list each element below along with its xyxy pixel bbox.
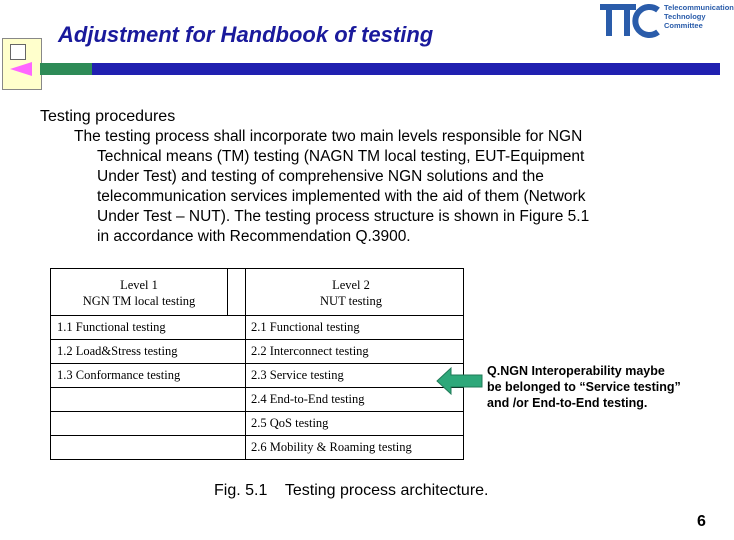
level2-header-line: NUT testing [320, 294, 382, 308]
level2-item: 2.5 QoS testing [251, 416, 329, 430]
logo-line: Technology [664, 12, 706, 21]
note-line: and /or End-to-End testing. [487, 396, 648, 410]
level2-item: 2.3 Service testing [251, 368, 344, 382]
figure-caption: Fig. 5.1 Testing process architecture. [214, 482, 489, 499]
logo-wordmark [664, 3, 734, 30]
paragraph-line: telecommunication services implemented with the aid of them (Network [97, 188, 586, 205]
level1-header-line: NGN TM local testing [82, 294, 196, 308]
testing-levels-table [50, 268, 464, 460]
level2-item: 2.2 Interconnect testing [251, 344, 369, 358]
decorative-square [10, 44, 26, 60]
section-heading: Testing procedures [40, 108, 176, 125]
header-accent [60, 63, 92, 75]
level1-item: 1.1 Functional testing [57, 320, 166, 334]
left-arrow-icon [436, 366, 484, 396]
header-accent-left [40, 63, 60, 75]
slide-title: Adjustment for Handbook of testing [58, 22, 434, 47]
level2-item: 2.6 Mobility & Roaming testing [251, 440, 412, 454]
paragraph-line: Technical means (TM) testing (NAGN TM local testing, EUT-Equipment [97, 148, 585, 165]
section-paragraph [74, 127, 589, 247]
level1-item: 1.2 Load&Stress testing [57, 344, 178, 358]
paragraph-line: Under Test) and testing of comprehensive NGN solutions and the [97, 168, 544, 185]
decorative-arrow-icon [10, 62, 32, 76]
level1-header-line: Level 1 [120, 278, 158, 292]
level2-item: 2.4 End-to-End testing [251, 392, 365, 406]
ttc-logo-icon [600, 2, 660, 38]
level1-item: 1.3 Conformance testing [57, 368, 181, 382]
paragraph-line: The testing process shall incorporate two main levels responsible for NGN [74, 128, 583, 145]
note-line: Q.NGN Interoperability maybe [487, 364, 665, 378]
paragraph-line: in accordance with Recommendation Q.3900. [97, 228, 411, 245]
level1-header [51, 277, 227, 309]
level2-header-line: Level 2 [332, 278, 370, 292]
header-rule [42, 63, 720, 75]
logo-line: Telecommunication [664, 3, 734, 12]
level2-item: 2.1 Functional testing [251, 320, 360, 334]
level2-header [245, 277, 457, 309]
page-number: 6 [697, 513, 706, 530]
interoperability-note [487, 363, 681, 411]
note-line: be belonged to “Service testing” [487, 380, 681, 394]
logo-line: Committee [664, 21, 703, 30]
paragraph-line: Under Test – NUT). The testing process structure is shown in Figure 5.1 [97, 208, 590, 225]
